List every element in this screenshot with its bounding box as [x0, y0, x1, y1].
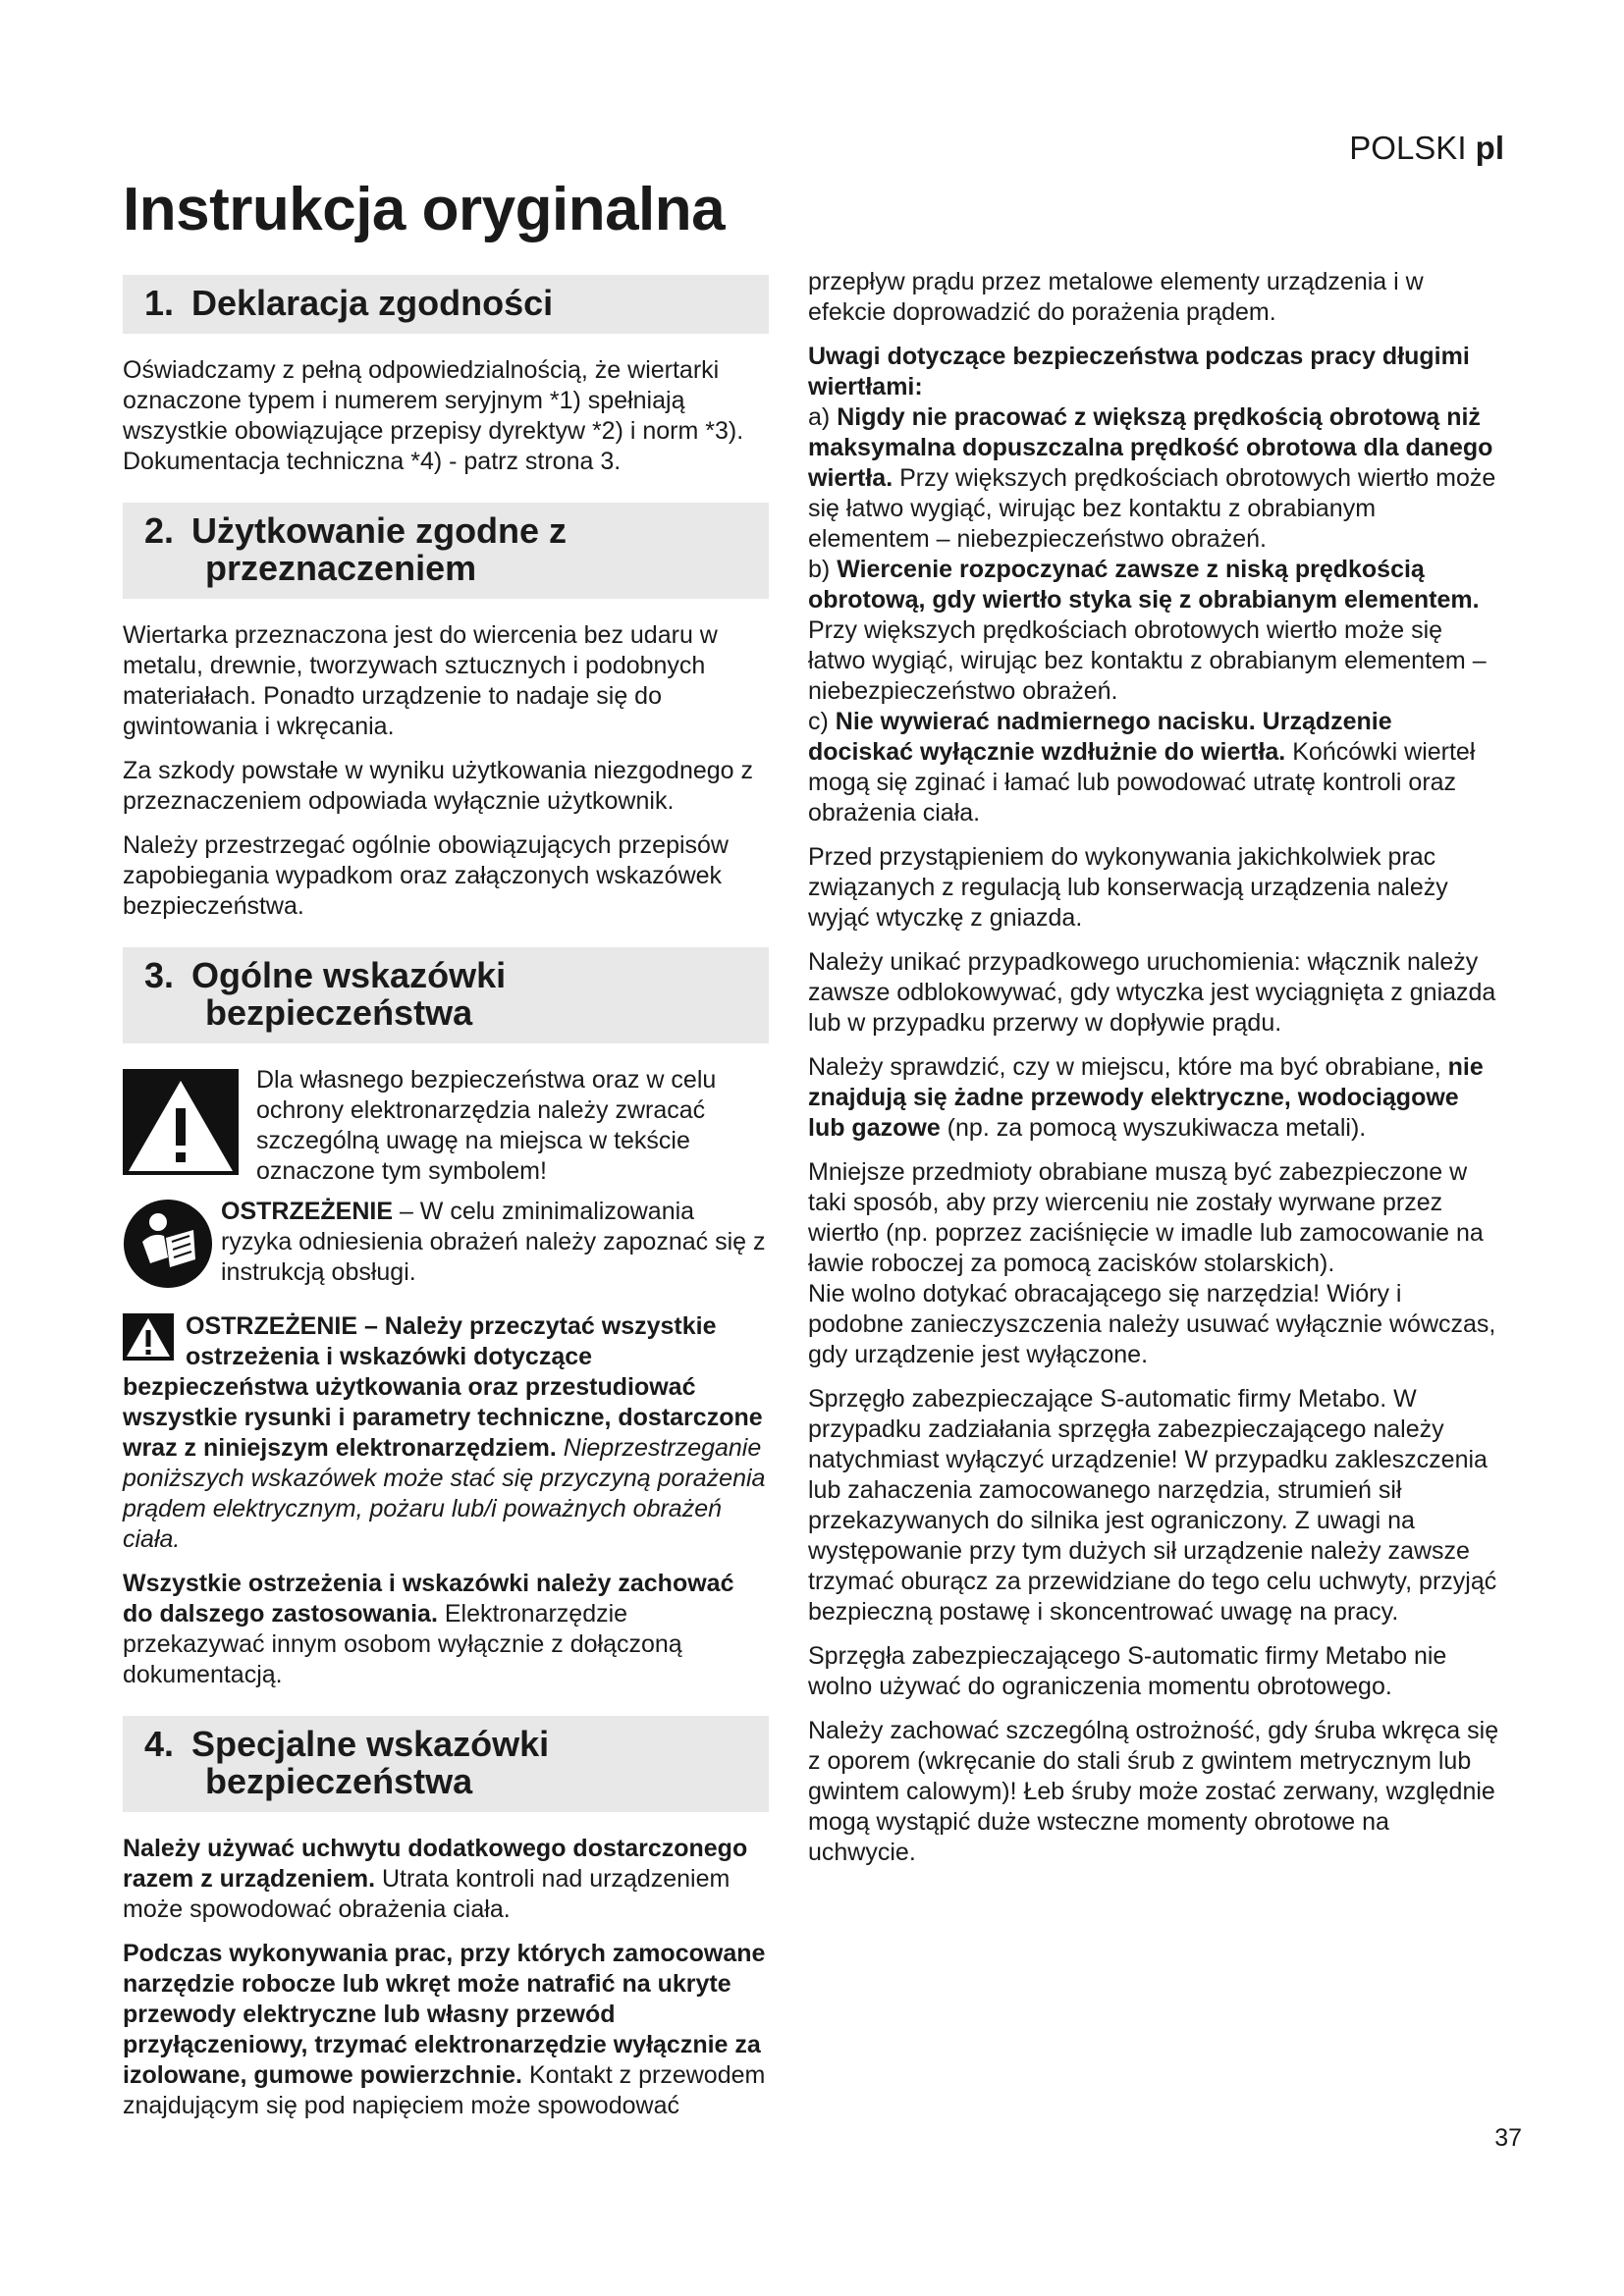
screw-paragraph: Należy zachować szczególną ostrożność, gdy śruba wkręca się z oporem (wkręcanie do stali śrub z gwintem metrycznym lub gwintem calowym)! Łeb śruby może zostać zerwany, względnie mogą wystąpić duże wsteczne momenty obrotowe na uchwycie. [808, 1717, 1499, 1866]
section-2-title-line2: przeznaczeniem [205, 548, 477, 588]
section-3-title-line1: Ogólne wskazówki [191, 955, 507, 995]
general-warning-bold: OSTRZEŻENIE – Należy przeczytać wszystkie ostrzeżenia i wskazówki dotyczące bezpieczeństwa użytkowania oraz przestudiować wszystkie rysunki i parametry techniczne, dostarczone wraz z niniejszym elektronarzędziem. [123, 1312, 763, 1462]
item-b-label: b) [808, 556, 838, 583]
clutch-torque-paragraph: Sprzęgła zabezpieczającego S-automatic firmy Metabo nie wolno używać do ograniczenia momentu obrotowego. [808, 1642, 1447, 1700]
symbol-explanation [123, 1065, 769, 1187]
page-number: 37 [1494, 2124, 1522, 2152]
language-name: POLSKI [1349, 130, 1467, 166]
aux-handle-body: Utrata kontroli nad urządzeniem może spowodować obrażenia ciała. [123, 1865, 731, 1923]
read-manual-text [221, 1197, 769, 1288]
section-2-title-line1: Użytkowanie zgodne z [191, 510, 568, 551]
section-3-number: 3. [144, 955, 175, 995]
section-1-paragraph: Oświadczamy z pełną odpowiedzialnością, że wiertarki oznaczone typem i numerem seryjnym *1) spełniają wszystkie obowiązujące przepisy dyrektyw *2) i norm *3). Dokumentacja techniczna *4) - patrz strona 3. [123, 356, 744, 475]
item-c-body: Końcówki wierteł mogą się zginać i łamać lub powodować utratę kontroli oraz obrażenia ciała. [808, 738, 1476, 827]
hidden-wires-continuation: przepływ prądu przez metalowe elementy urządzenia i w efekcie doprowadzić do porażenia prądem. [808, 268, 1424, 326]
section-1-number: 1. [144, 283, 175, 323]
keep-instructions-body: Elektronarzędzie przekazywać innym osobom wyłącznie z dołączoną dokumentacją. [123, 1600, 682, 1688]
section-3-title-line2: bezpieczeństwa [205, 992, 473, 1033]
hidden-wires-bold: Podczas wykonywania prac, przy których zamocowane narzędzie robocze lub wkręt może natrafić na ukryte przewody elektryczne lub własny przewód przyłączeniowy, trzymać elektronarzędzie wyłącznie za izolowane, gumowe powierzchnie. [123, 1940, 766, 2089]
long-drill-item-c [808, 707, 1500, 828]
section-4-title-line2: bezpieczeństwa [205, 1761, 473, 1801]
no-touch-paragraph: Nie wolno dotykać obracającego się narzędzia! Wióry i podobne zanieczyszczenia należy usuwać wyłącznie wówczas, gdy urządzenie jest wyłączone. [808, 1280, 1496, 1368]
item-b-bold: Wiercenie rozpoczynać zawsze z niską prędkością obrotową, gdy wiertło styka się z obrabianym elementem. [808, 556, 1480, 614]
long-drill-item-b [808, 555, 1500, 707]
language-label [1349, 130, 1504, 167]
secure-workpiece-paragraph: Mniejsze przedmioty obrabiane muszą być zabezpieczone w taki sposób, aby przy wierceniu nie zostały wyrwane przez wiertło (np. poprzez zaciśnięcie w imadle lub zamocowanie na ławie roboczej za pomocą zacisków stolarskich). [808, 1158, 1484, 1277]
long-drill-item-a [808, 402, 1500, 555]
hidden-wires-body: Kontakt z przewodem znajdującym się pod napięciem może spowodować [123, 2061, 766, 2119]
item-a-label: a) [808, 403, 838, 431]
keep-instructions-bold: Wszystkie ostrzeżenia i wskazówki należy zachować do dalszego zastosowania. [123, 1570, 734, 1628]
section-2-paragraph-3: Należy przestrzegać ogólnie obowiązujących przepisów zapobiegania wypadkom oraz załączonych wskazówek bezpieczeństwa. [123, 831, 729, 920]
item-a-body: Przy większych prędkościach obrotowych wiertło może się łatwo wygiąć, wirując bez kontaktu z obrabianym elementem – niebezpieczeństwo obrażeń. [808, 464, 1496, 553]
document-title: Instrukcja oryginalna [123, 176, 726, 243]
clutch-paragraph: Sprzęgło zabezpieczające S-automatic firmy Metabo. W przypadku zadziałania sprzęgła zabezpieczającego należy natychmiast wyłączyć urządzenie! W przypadku zakleszczenia lub zahaczenia zamocowanego narzędzia, strumień sił przekazywanych do silnika jest ograniczony. Z uwagi na występowanie przy tym dużych sił urządzenie należy zawsze trzymać oburącz za przewidziane do tego celu uchwyty, przyjąć bezpieczną postawę i skoncentrować uwagę na pracy. [808, 1385, 1497, 1626]
read-manual-warning [123, 1197, 769, 1302]
warning-triangle-icon [123, 1069, 239, 1175]
check-lines-outro: (np. za pomocą wyszukiwacza metali). [940, 1114, 1367, 1142]
section-2-paragraph-1: Wiertarka przeznaczona jest do wiercenia bez udaru w metalu, drewnie, tworzywach sztucznych i podobnych materiałach. Ponadto urządzenie to nadaje się do gwintowania i wkręcania. [123, 621, 718, 740]
read-manual-bold: OSTRZEŻENIE [221, 1198, 394, 1225]
warning-triangle-small-icon [123, 1313, 174, 1361]
section-2-heading [123, 503, 769, 599]
aux-handle-paragraph [123, 1834, 769, 1925]
section-3-heading [123, 947, 769, 1043]
read-manual-body: – W celu zminimalizowania ryzyka odniesienia obrażeń należy zapoznać się z instrukcją obsługi. [221, 1198, 766, 1286]
check-lines-intro: Należy sprawdzić, czy w miejscu, które ma być obrabiane, [808, 1053, 1448, 1081]
general-warning [123, 1311, 769, 1555]
section-1-heading [123, 275, 769, 334]
aux-handle-bold: Należy używać uchwytu dodatkowego dostarczonego razem z urządzeniem. [123, 1835, 748, 1893]
section-4-heading [123, 1716, 769, 1812]
check-lines-paragraph [808, 1052, 1500, 1144]
read-manual-icon [123, 1199, 213, 1289]
section-2-number: 2. [144, 510, 175, 551]
item-c-label: c) [808, 708, 836, 735]
section-4-title-line1: Specjalne wskazówki [191, 1724, 550, 1764]
right-column [808, 267, 1500, 1882]
left-column [123, 267, 769, 2135]
unplug-paragraph: Przed przystąpieniem do wykonywania jakichkolwiek prac związanych z regulacją lub konserwacją urządzenia należy wyjąć wtyczkę z gniazda. [808, 843, 1448, 932]
long-drill-heading [808, 342, 1500, 402]
check-lines-bold: nie znajdują się żadne przewody elektryczne, wodociągowe lub gazowe [808, 1053, 1484, 1142]
restart-paragraph: Należy unikać przypadkowego uruchomienia: włącznik należy zawsze odblokowywać, gdy wtyczka jest wyciągnięta z gniazda lub w przypadku przerwy w dopływie prądu. [808, 948, 1496, 1037]
section-2-paragraph-2: Za szkody powstałe w wyniku użytkowania niezgodnego z przeznaczeniem odpowiada wyłącznie użytkownik. [123, 757, 754, 815]
symbol-explanation-text: Dla własnego bezpieczeństwa oraz w celu ochrony elektronarzędzia należy zwracać szczególną uwagę na miejsca w tekście oznaczone tym symbolem! [256, 1066, 717, 1185]
long-drill-heading-text: Uwagi dotyczące bezpieczeństwa podczas pracy długimi wiertłami: [808, 343, 1470, 400]
item-b-body: Przy większych prędkościach obrotowych wiertło może się łatwo wygiąć, wirując bez kontaktu z obrabianym elementem – niebezpieczeństwo obrażeń. [808, 616, 1487, 705]
keep-instructions [123, 1569, 769, 1690]
section-4-number: 4. [144, 1724, 175, 1764]
hidden-wires-paragraph [123, 1939, 769, 2121]
section-1-title: Deklaracja zgodności [191, 283, 554, 323]
language-code: pl [1475, 130, 1504, 166]
item-c-bold: Nie wywierać nadmiernego nacisku. Urządzenie dociskać wyłącznie wzdłużnie do wiertła. [808, 708, 1392, 766]
item-a-bold: Nigdy nie pracować z większą prędkością obrotową niż maksymalna dopuszczalna prędkość obrotowa dla danego wiertła. [808, 403, 1493, 492]
general-warning-italic: Nieprzestrzeganie poniższych wskazówek może stać się przyczyną porażenia prądem elektrycznym, pożaru lub/i poważnych obrażeń ciała. [123, 1434, 766, 1553]
